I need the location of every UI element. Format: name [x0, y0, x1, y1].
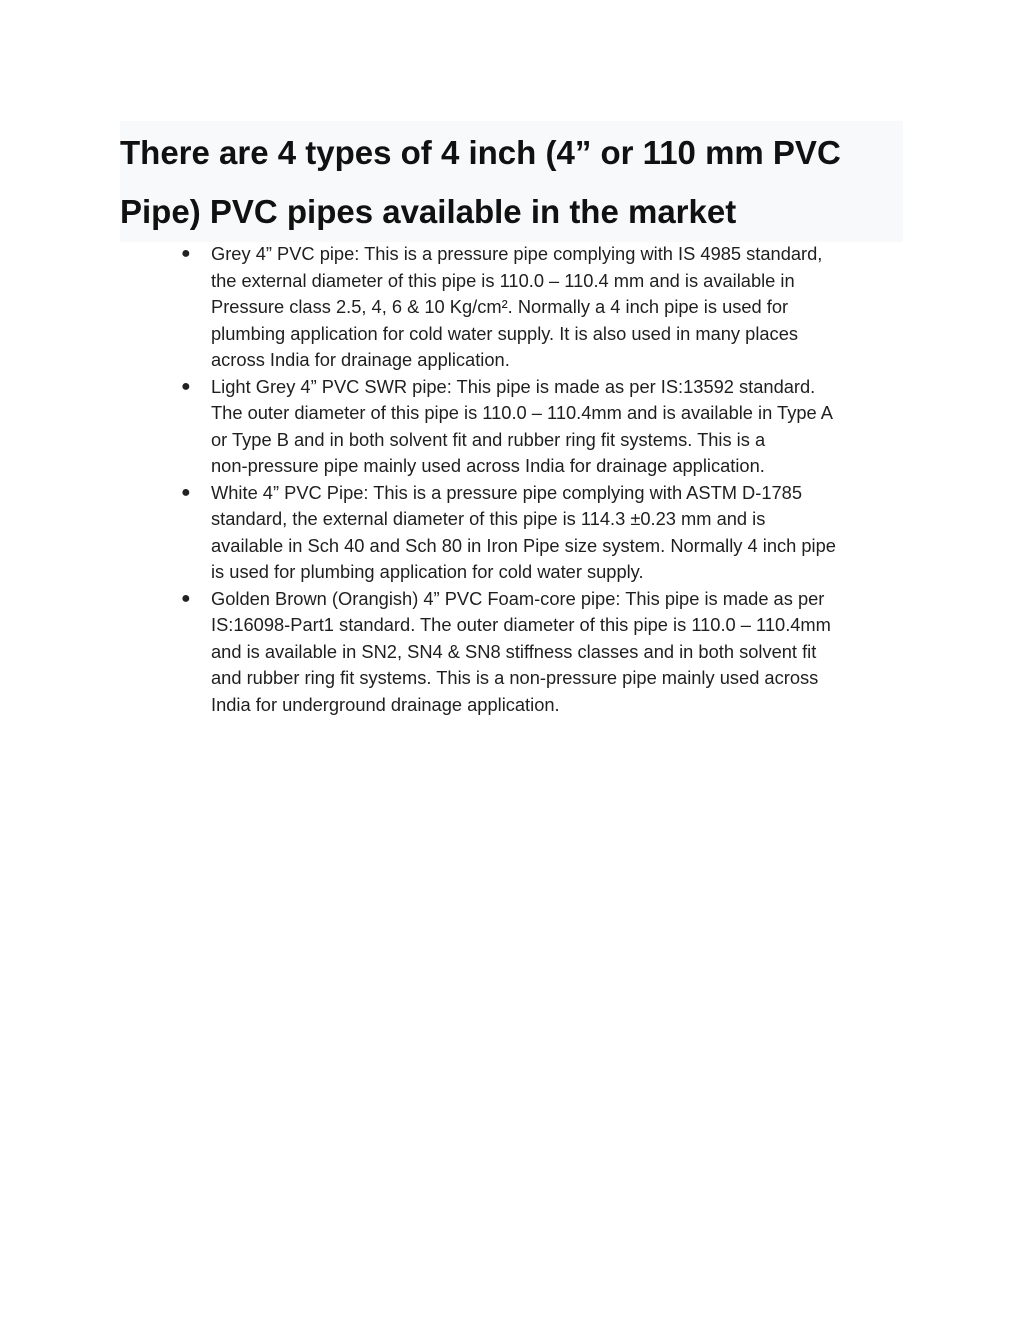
bullet-icon: ● — [181, 483, 191, 501]
page-title-line: Pipe) PVC pipes available in the market — [120, 193, 737, 230]
list-item-text-line: Light Grey 4” PVC SWR pipe: This pipe is made as per IS:13592 standard. — [211, 375, 816, 397]
bullet-icon: ● — [181, 245, 191, 262]
list-item-text-line: plumbing application for cold water supply. It is also used in many places — [211, 322, 798, 344]
list-item-text-line: The outer diameter of this pipe is 110.0 – 110.4mm and is available in Type A — [211, 402, 833, 423]
list-item-text-line: Pressure class 2.5, 4, 6 & 10 Kg/cm². Normally a 4 inch pipe is used for — [211, 296, 789, 317]
list-item-text-line: standard, the external diameter of this pipe is 114.3 ±0.23 mm and is — [211, 508, 766, 529]
list-item-text-line: Golden Brown (Orangish) 4” PVC Foam-core pipe: This pipe is made as per — [211, 587, 825, 609]
list-item-grey-pipe — [0, 241, 1024, 374]
bullet-icon: ● — [181, 589, 191, 607]
list-item-light-grey-swr-pipe — [0, 374, 1024, 480]
list-item-text-line: and is available in SN2, SN4 & SN8 stiffness classes and in both solvent fit — [211, 640, 817, 662]
page-title-line: There are 4 types of 4 inch (4” or 110 mm PVC — [120, 134, 841, 171]
page-title — [120, 123, 903, 241]
list-item-text-line: IS:16098-Part1 standard. The outer diameter of this pipe is 110.0 – 110.4mm — [211, 614, 831, 635]
pipe-types-list — [0, 241, 1024, 718]
bullet-icon: ● — [181, 377, 191, 395]
list-item-text-line: or Type B and in both solvent fit and rubber ring fit systems. This is a — [211, 428, 766, 450]
list-item-text-line: Grey 4” PVC pipe: This is a pressure pipe complying with IS 4985 standard, — [211, 243, 823, 264]
list-item-golden-brown-foam-core-pipe — [0, 586, 1024, 719]
list-item-white-pipe — [0, 480, 1024, 586]
heading-block — [120, 121, 903, 242]
list-item-text-line: White 4” PVC Pipe: This is a pressure pipe complying with ASTM D-1785 — [211, 481, 802, 503]
list-item-text-line: available in Sch 40 and Sch 80 in Iron Pipe size system. Normally 4 inch pipe — [211, 534, 836, 556]
list-item-text-line: and rubber ring fit systems. This is a non-pressure pipe mainly used across — [211, 667, 819, 688]
list-item-text-line: India for underground drainage application. — [211, 693, 560, 715]
list-item-text-line: across India for drainage application. — [211, 349, 510, 370]
list-item-text-line: is used for plumbing application for cold water supply. — [211, 561, 644, 582]
list-item-text-line: non-pressure pipe mainly used across India for drainage application. — [211, 455, 765, 476]
list-item-text-line: the external diameter of this pipe is 110.0 – 110.4 mm and is available in — [211, 269, 795, 291]
